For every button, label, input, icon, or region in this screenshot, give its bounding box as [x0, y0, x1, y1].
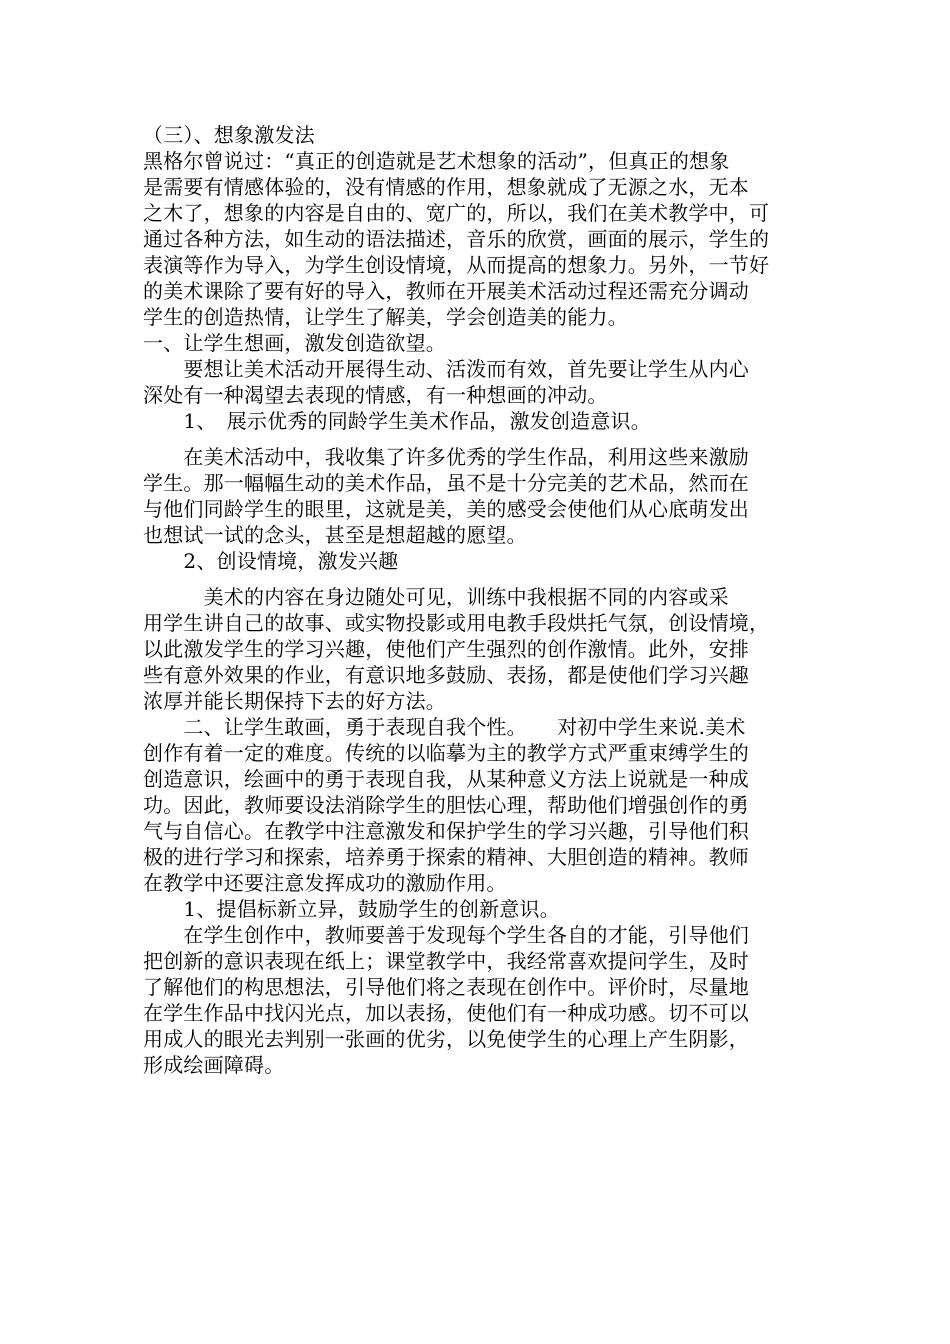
paragraph-line: 学生。那一幅幅生动的美术作品，虽不是十分完美的艺术品，然而在	[143, 471, 749, 495]
paragraph-line: 用学生讲自己的故事、或实物投影或用电教手段烘托气氛，创设情境，	[143, 611, 770, 635]
paragraph-line: 创作有着一定的难度。传统的以临摹为主的教学方式严重束缚学生的	[143, 741, 749, 765]
document-body	[143, 122, 818, 1078]
section-heading: 二、让学生敢画，勇于表现自我个性。 对初中学生来说.美术	[143, 715, 746, 739]
paragraph-line: 用成人的眼光去判别一张画的优劣，以免使学生的心理上产生阴影，	[143, 1027, 749, 1051]
subsection-heading: 1、 展示优秀的同龄学生美术作品，激发创造意识。	[143, 409, 651, 433]
subsection-heading: 1、提倡标新立异，鼓励学生的创新意识。	[143, 897, 560, 921]
paragraph-line: 通过各种方法，如生动的语法描述，音乐的欣赏，画面的展示，学生的	[143, 227, 770, 251]
paragraph-line: 在美术活动中，我收集了许多优秀的学生作品，利用这些来激励	[143, 445, 749, 469]
paragraph-line: 在学生作品中找闪光点，加以表扬，使他们有一种成功感。切不可以	[143, 1001, 749, 1025]
paragraph-line: 学生的创造热情，让学生了解美，学会创造美的能力。	[143, 305, 628, 329]
subsection-heading: 2、创设情境，激发兴趣	[143, 549, 399, 573]
spacer	[143, 574, 818, 584]
paragraph-line: 在教学中还要注意发挥成功的激励作用。	[143, 871, 507, 895]
paragraph-line: 以此激发学生的学习兴趣，使他们产生强烈的创作激情。此外，安排	[143, 637, 749, 661]
paragraph-line: 把创新的意识表现在纸上；课堂教学中，我经常喜欢提问学生，及时	[143, 949, 749, 973]
section-heading: （三）、想象激发法	[143, 123, 315, 147]
paragraph-line: 深处有一种渴望去表现的情感，有一种想画的冲动。	[143, 383, 608, 407]
paragraph-line: 表演等作为导入，为学生创设情境，从而提高的想象力。另外，一节好	[143, 253, 770, 277]
paragraph-line: 了解他们的构思想法，引导他们将之表现在创作中。评价时，尽量地	[143, 975, 749, 999]
paragraph-line: 黑格尔曾说过：“真正的创造就是艺术想象的活动”，但真正的想象	[143, 149, 730, 173]
paragraph-line: 的美术课除了要有好的导入，教师在开展美术活动过程还需充分调动	[143, 279, 749, 303]
section-heading: 一、让学生想画，激发创造欲望。	[143, 331, 446, 355]
paragraph-line: 与他们同龄学生的眼里，这就是美，美的感受会使他们从心底萌发出	[143, 497, 749, 521]
paragraph-line: 创造意识，绘画中的勇于表现自我，从某种意义方法上说就是一种成	[143, 767, 749, 791]
paragraph-line: 之木了，想象的内容是自由的、宽广的，所以，我们在美术教学中，可	[143, 201, 770, 225]
paragraph-line: 功。因此，教师要设法消除学生的胆怯心理，帮助他们增强创作的勇	[143, 793, 749, 817]
paragraph-line: 美术的内容在身边随处可见，训练中我根据不同的内容或采	[143, 585, 729, 609]
paragraph-line: 极的进行学习和探索，培养勇于探索的精神、大胆创造的精神。教师	[143, 845, 749, 869]
paragraph-line: 是需要有情感体验的，没有情感的作用，想象就成了无源之水，无本	[143, 175, 749, 199]
paragraph-line: 形成绘画障碍。	[143, 1053, 285, 1077]
paragraph-line: 也想试一试的念头，甚至是想超越的愿望。	[143, 523, 527, 547]
paragraph-line: 浓厚并能长期保持下去的好方法。	[143, 689, 446, 713]
paragraph-line: 气与自信心。在教学中注意激发和保护学生的学习兴趣，引导他们积	[143, 819, 749, 843]
spacer	[143, 434, 818, 444]
paragraph-line: 些有意外效果的作业，有意识地多鼓励、表扬，都是使他们学习兴趣	[143, 663, 749, 687]
paragraph-line: 要想让美术活动开展得生动、活泼而有效，首先要让学生从内心	[143, 357, 749, 381]
paragraph-line: 在学生创作中，教师要善于发现每个学生各自的才能，引导他们	[143, 923, 749, 947]
